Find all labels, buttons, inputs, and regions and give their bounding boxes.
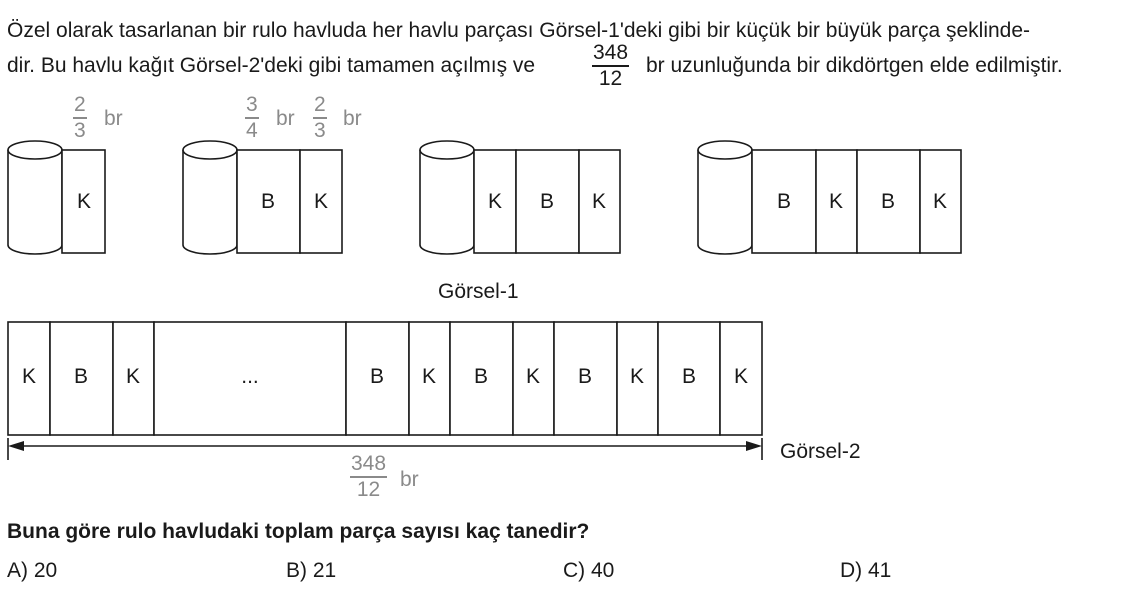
answer-option-b[interactable]: B) 21 — [286, 559, 337, 582]
strip-length-den: 12 — [356, 478, 381, 501]
dim-small-den: 3 — [314, 119, 326, 142]
piece-label: K — [932, 190, 948, 213]
dim-small-num: 2 — [314, 93, 326, 116]
piece-label: K — [313, 190, 329, 213]
gorsel-2-caption: Görsel-2 — [780, 440, 861, 463]
strip-label: K — [733, 365, 749, 388]
arrow-head-right — [746, 441, 762, 451]
intro-fraction-numerator: 348 — [593, 41, 629, 64]
strip-label: B — [681, 365, 697, 388]
dim-small-unit-1: br — [104, 107, 123, 130]
piece-label: B — [539, 190, 555, 213]
strip-length-num: 348 — [351, 452, 387, 475]
dim-small-den: 3 — [74, 119, 86, 142]
piece-label: K — [76, 190, 92, 213]
strip-label: K — [21, 365, 37, 388]
piece-label: K — [591, 190, 607, 213]
strip-label: B — [473, 365, 489, 388]
strip-label: K — [525, 365, 541, 388]
answer-option-d[interactable]: D) 41 — [840, 559, 892, 582]
roll-cylinder-top — [8, 141, 62, 159]
roll-cylinder-top — [183, 141, 237, 159]
piece-label: B — [776, 190, 792, 213]
answer-option-c[interactable]: C) 40 — [563, 559, 615, 582]
piece-label: B — [260, 190, 276, 213]
piece-label: B — [880, 190, 896, 213]
piece-label: K — [487, 190, 503, 213]
roll-cylinder-body — [8, 150, 62, 254]
intro-line-2-start: dir. Bu havlu kağıt Görsel-2'deki gibi tamamen açılmış ve — [7, 54, 536, 77]
roll-cylinder-body — [698, 150, 752, 254]
piece-label: K — [828, 190, 844, 213]
roll-cylinder-body — [420, 150, 474, 254]
dim-big-den: 4 — [246, 119, 258, 142]
strip-length-unit: br — [400, 468, 419, 491]
strip-label: B — [577, 365, 593, 388]
dim-small-num: 2 — [74, 93, 86, 116]
strip-label: K — [421, 365, 437, 388]
roll-cylinder-top — [698, 141, 752, 159]
intro-fraction-denominator: 12 — [598, 67, 623, 90]
intro-line-1: Özel olarak tasarlanan bir rulo havluda her havlu parçası Görsel-1'deki gibi bir küçük bir büyük parça şeklinde- — [7, 19, 1031, 42]
arrow-head-left — [8, 441, 24, 451]
strip-label: B — [369, 365, 385, 388]
dim-big-unit: br — [276, 107, 295, 130]
strip-label: K — [125, 365, 141, 388]
dim-small-unit-2: br — [343, 107, 362, 130]
gorsel-1-caption: Görsel-1 — [438, 280, 519, 303]
question-text: Buna göre rulo havludaki toplam parça sayısı kaç tanedir? — [7, 520, 590, 543]
answer-option-a[interactable]: A) 20 — [7, 559, 58, 582]
towel-roll-3 — [420, 141, 620, 254]
roll-cylinder-body — [183, 150, 237, 254]
strip-length-fraction — [350, 453, 387, 501]
gorsel-2-figure — [0, 310, 1128, 470]
strip-label: K — [629, 365, 645, 388]
dim-big-num: 3 — [246, 93, 258, 116]
roll-cylinder-top — [420, 141, 474, 159]
intro-line-2-end: br uzunluğunda bir dikdörtgen elde edilmiştir. — [646, 54, 1063, 77]
strip-label-ellipsis: ... — [241, 365, 259, 388]
strip-label: B — [73, 365, 89, 388]
